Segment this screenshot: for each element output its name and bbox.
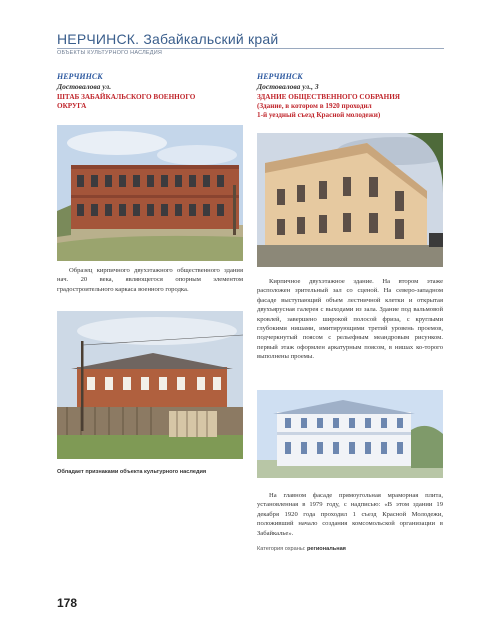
photo-assembly-building [257,133,443,267]
left-street: Достовалова ул. [57,82,112,91]
right-plaque-description: На главном фасаде прямоугольная мраморная плита, установленная в 1979 году, с надписью: «В этом здании 19 декабря 1920 года проходил 1 съезд Красной Молодежи, положивший начало создания комсомольской организации в Забайкалье». [257,492,443,537]
right-object-name-line3: 1-й уездный съезд Красной молодежи) [257,111,381,119]
protection-category [257,546,346,552]
left-object-name [57,93,243,111]
photo-hq-building [57,125,243,261]
protection-category-value: региональная [307,546,346,552]
left-object-name-line1: ШТАБ ЗАБАЙКАЛЬСКОГО ВОЕННОГО [57,93,196,101]
right-object-name-line2: (Здание, в котором в 1920 проходил [257,102,372,110]
page-header-title: НЕРЧИНСК. Забайкальский край [57,31,279,47]
left-town: НЕРЧИНСК [57,72,103,81]
right-object-name [257,93,443,120]
right-town: НЕРЧИНСК [257,72,303,81]
photo-assembly-building-archival [257,390,443,478]
photo-brick-house-fence [57,311,243,459]
left-heritage-note: Обладает признаками объекта культурного наследия [57,469,207,475]
protection-category-label: Категория охраны: [257,546,306,552]
page-number: 178 [57,596,78,610]
right-street: Достовалова ул., 3 [257,82,319,91]
right-description: Кирпичное двухэтажное здание. На втором этаже расположен зрительный зал со сценой. На северо-западном фасаде выступающий объем лестничной клетки и открытая двухъярусная галерея с выходами из зала. Здание под вальмовой кровлей, завершено широкой полосой фриза, с круглыми глубокими нишами, имитирующими третий уровень проемов, подчеркнутый поясом с рельефным меандровым рисунком. первый этаж оформлен аркатурным поясом, в нишах ко-торого выполнены проемы. [257,278,443,361]
page-header-subtitle: ОБЪЕКТЫ КУЛЬТУРНОГО НАСЛЕДИЯ [57,50,163,56]
left-object-name-line2: ОКРУГА [57,102,87,110]
left-description: Образец кирпичного двухэтажного общественного здания нач. 20 века, являющегося опорным элементом градостроительного каркаса военного городка. [57,267,243,293]
header-divider [57,48,444,49]
right-object-name-line1: ЗДАНИЕ ОБЩЕСТВЕННОГО СОБРАНИЯ [257,93,400,101]
right-entry-heading [257,72,443,120]
left-entry-heading [57,72,243,111]
